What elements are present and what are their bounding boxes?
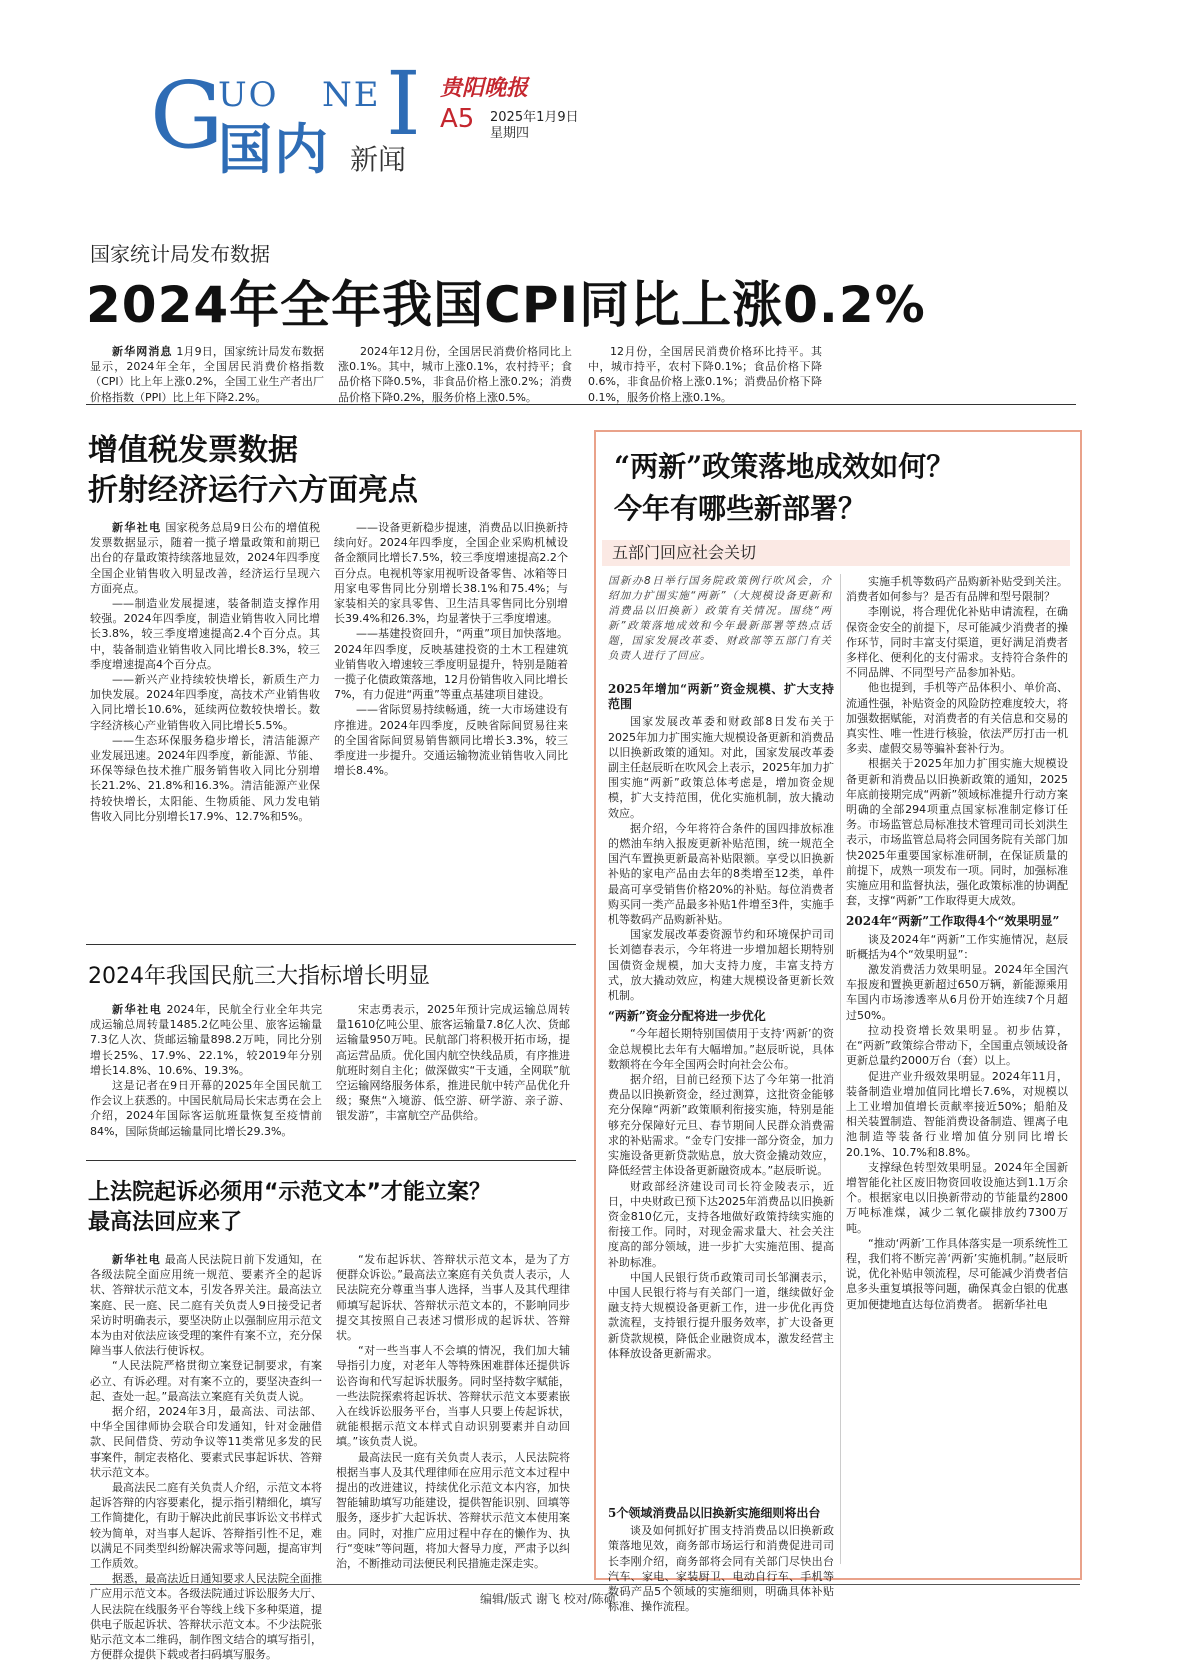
story2-headline-line2: 折射经济运行六方面亮点 <box>88 473 418 508</box>
story2-bottom-rule <box>86 944 576 945</box>
issue-date: 2025年1月9日 <box>490 110 579 125</box>
issue-weekday: 星期四 <box>490 126 530 141</box>
story4-paragraph-6: “发布起诉状、答辩状示范文本，是为了方便群众诉讼。”最高法立案庭有关负责人表示，人民法院充分尊重当事人选择，当事人及其代理律师填写起诉状、答辩状示范文本的，不影响同步提交其按照自己表述习惯形成的起诉状、答辩状。 <box>336 1253 570 1343</box>
story4-paragraph-3: 据介绍，2024年3月，最高法、司法部、中华全国律师协会联合印发通知，针对金融借款、民间借贷、劳动争议等11类常见多发的民事案件，制定表格化、要素式民事起诉状、答辩状示范文本。 <box>90 1405 322 1479</box>
story1-column-2 <box>338 344 572 404</box>
story4-column-right <box>336 1252 570 1572</box>
page-number: A5 <box>440 104 475 134</box>
story5-s4-paragraph-5: 支撑绿色转型效果明显。2024年全国新增智能化社区废旧物资回收设施达到1.1万余个。根据家电以旧换新带动的节能量约2800万吨标准煤，减少二氧化碳排放约7300万吨。 <box>846 1160 1068 1235</box>
story5-s2-paragraph-3: 财政部经济建设司司长符金陵表示，近日，中央财政已预下达2025年消费品以旧换新资金810亿元，支持各地做好政策持续实施的衔接工作。同时，对现金需求量大、社会关注度高的部分领域，进一步扩大实施范围、提高补助标准。 <box>608 1179 834 1269</box>
story5-s3-paragraph-1: 谈及如何抓好扩围支持消费品以旧换新政策落地见效，商务部市场运行和消费促进司司长李刚介绍，商务部将会同有关部门尽快出台汽车、家电、家装厨卫、电动自行车、手机等数码产品5个领域的实施细则，明确具体补贴标准、操作流程。 <box>608 1524 834 1614</box>
masthead-letter-g: G <box>150 62 224 169</box>
paper-name-logo: 贵阳晚报 <box>440 75 529 101</box>
story4-headline-line2: 最高法回应来了 <box>88 1210 243 1235</box>
masthead-letters-uo: UO <box>218 75 279 115</box>
story2-paragraph-4: ——生态环保服务稳步增长，清洁能源产业发展迅速。2024年四季度，新能源、节能、环保等绿色技术推广服务销售收入同比分别增长21.2%、21.8%和16.3%。清洁能源产业保持较快增长，太阳能、生物质能、风力发电销售收入同比分别增长17.9%、12.7%和5%。 <box>90 733 320 823</box>
story2-column-left <box>90 520 320 940</box>
story5-s1-paragraph-3: 国家发展改革委资源节约和环境保护司司长刘德春表示，今年将进一步增加超长期特别国债资金规模，加大支持力度，丰富支持方式，放大撬动效应，构建大规模设备更新长效机制。 <box>608 928 834 1003</box>
story2-paragraph-5: ——设备更新稳步提速，消费品以旧换新持续向好。2024年四季度，全国企业采购机械设备金额同比增长7.5%，较三季度增速提高2.2个百分点。电视机等家用视听设备零售、冰箱等日用家电零售同比分别增长38.1%和75.4%；与家装相关的家具零售、卫生洁具零售同比分别增长39.4%和26.3%，均显著快于三季度增速。 <box>334 521 568 626</box>
story5-column-right <box>846 574 1068 1570</box>
story4-column-left <box>90 1252 322 1662</box>
story3-column-left <box>90 1002 322 1152</box>
story2-paragraph-6: ——基建投资回升，“两重”项目加快落地。2024年四季度，反映基建投资的土木工程建筑业销售收入增速较三季度明显提升，特别是随着一揽子化债政策落地，12月份销售收入同比增长7%，有力促进“两重”等重点基建项目建设。 <box>334 627 568 702</box>
story5-credit: 据新华社电 <box>992 1297 1048 1311</box>
story3-column-right <box>336 1002 570 1152</box>
story3-paragraph-2: 这是记者在9日开幕的2025年全国民航工作会议上获悉的。中国民航局局长宋志勇在会上介绍，2024年国际客运航班量恢复至疫情前84%，国际货邮运输量同比增长29.3%。 <box>90 1079 322 1138</box>
story2-paragraph-2: ——制造业发展提速，装备制造支撑作用较强。2024年四季度，制造业销售收入同比增长3.8%，较三季度增速提高2.4个百分点。其中，装备制造业销售收入同比增长8.3%，较三季度增速提高4个百分点。 <box>90 597 320 671</box>
story4-paragraph-4: 最高法民二庭有关负责人介绍，示范文本将起诉答辩的内容要素化，提示指引精细化，填写工作简捷化，有助于解决此前民事诉讼文书样式较为简单，对当事人起诉、答辩指引性不足，难以满足不同类型纠纷解决需求等问题，提高审判工作质效。 <box>90 1481 322 1571</box>
story5-intro: 国新办8日举行国务院政策例行吹风会，介绍加力扩围实施“两新”（大规模设备更新和消费品以旧换新）政策有关情况。围绕“两新”政策落地成效和今年最新部署等热点话题，国家发展改革委、财政部等五部门有关负责人进行了回应。 <box>608 575 832 662</box>
story3-paragraph-1: 2024年，民航全行业全年共完成运输总周转量1485.2亿吨公里、旅客运输量7.3亿人次、货邮运输量898.2万吨，同比分别增长25%、17.9%、22.1%，较2019年分别增长14.8%、10.6%、19.3%。 <box>90 1003 322 1077</box>
story5-s1-paragraph-2: 据介绍，今年将符合条件的国四排放标准的燃油车纳入报废更新补贴范围，统一规范全国汽车置换更新最高补贴限额。享受以旧换新补贴的家电产品由去年的8类增至12类，单件最高可享受销售价格20%的补贴。每位消费者购买同一类产品最多补贴1件增至3件，实施手机等数码产品购新补贴。 <box>608 821 834 927</box>
story5-s3-paragraph-3: 李刚说，将合理优化补贴申请流程，在确保资金安全的前提下，尽可能减少消费者的操作环节，同时丰富支付渠道，更好满足消费者多样化、便利化的支付需求。支持符合条件的不同品牌、不同型号产品参加补贴。 <box>846 605 1068 680</box>
story5-subtitle-text: 五部门回应社会关切 <box>612 543 757 562</box>
story4-paragraph-7: “对一些当事人不会填的情况，我们加大辅导指引力度，对老年人等特殊困难群体还提供诉讼咨询和代写起诉状服务。同时坚持数字赋能，一些法院探索将起诉状、答辩状示范文本要素嵌入在线诉讼服务平台，当事人只要上传起诉状，就能根据示范文本样式自动识别要素并自动回填。”该负责人说。 <box>336 1344 570 1449</box>
story5-s4-paragraph-3: 拉动投资增长效果明显。初步估算，在“两新”政策综合带动下，全国重点领域设备更新总量约2000万台（套）以上。 <box>846 1023 1068 1068</box>
story5-s4-paragraph-4: 促进产业升级效果明显。2024年11月，装备制造业增加值同比增长7.6%，对规模以上工业增加值增长贡献率接近50%；船舶及相关装置制造、智能消费设备制造、锂离子电池制造等装备行业增加值分别同比增长20.1%、10.7%和8.8%。 <box>846 1069 1068 1159</box>
story1-kicker: 国家统计局发布数据 <box>90 242 270 266</box>
story5-s1-paragraph-1: 国家发展改革委和财政部8日发布关于2025年加力扩围实施大规模设备更新和消费品以旧换新政策的通知。对此，国家发展改革委副主任赵辰昕在吹风会上表示，2025年加力扩围实施“两新”政策总体考虑是，增加资金规模，扩大支持范围，优化实施机制，放大撬动效应。 <box>608 715 834 820</box>
masthead-section-title: 国内 <box>218 118 330 181</box>
story5-section1-title: 2025年增加“两新”资金规模、扩大支持范围 <box>608 682 834 712</box>
masthead-letters-ne: NE <box>322 75 381 115</box>
story5-s2-paragraph-4: 中国人民银行货币政策司司长邹澜表示，中国人民银行将与有关部门一道，继续做好金融支持大规模设备更新工作，进一步优化再贷款流程，支持银行提升服务效率，扩大设备更新贷款规模，降低企业融资成本，激发经营主体释放设备更新需求。 <box>608 1270 834 1360</box>
story2-paragraph-1: 国家税务总局9日公布的增值税发票数据显示，随着一揽子增量政策和前期已出台的存量政策持续落地显效，2024年四季度全国企业销售收入明显改善，经济运行呈现六方面亮点。 <box>90 521 321 595</box>
story5-column-left <box>608 676 834 1496</box>
story4-paragraph-2: “人民法院严格贯彻立案登记制要求，有案必立、有诉必理。对有案不立的，要坚决查纠一起、查处一起。”最高法立案庭有关负责人说。 <box>90 1359 322 1403</box>
story5-s4-paragraph-2: 激发消费活力效果明显。2024年全国汽车报废和置换更新超过650万辆，新能源乘用车国内市场渗透率从6月份开始连续7个月超过50%。 <box>846 963 1068 1022</box>
story2-dateline: 新华社电 <box>112 521 162 534</box>
story5-headline-line1: “两新”政策落地成效如何？ <box>614 450 955 483</box>
story4-paragraph-5: 据悉，最高法近日通知要求人民法院全面推广应用示范文本。各级法院通过诉讼服务大厅、人民法院在线服务平台等线上线下多种渠道，提供电子版起诉状、答辩状示范文本。不少法院张贴示范文本二维码，制作图文结合的填写指引，方便群众提供下载或者扫码填写服务。 <box>90 1572 322 1662</box>
story5-s4-paragraph-6: “推动‘两新’工作具体落实是一项系统性工程，我们将不断完善‘两新’实施机制。”赵辰昕说，优化补贴申领流程，尽可能减少消费者信息多头重复填报等问题，确保真金白银的优惠更加便捷地直达每位消费者。 <box>846 1236 1068 1311</box>
masthead-news-label: 新闻 <box>350 143 407 176</box>
story5-s2-paragraph-1: “今年超长期特别国债用于支持‘两新’的资金总规模比去年有大幅增加。”赵辰昕说，具体数额将在今年全国两会时向社会公布。 <box>608 1027 834 1071</box>
story4-dateline: 新华社电 <box>112 1253 161 1266</box>
footer-rule <box>90 1584 1080 1585</box>
story5-column-left-tail <box>608 1500 834 1614</box>
story5-subtitle <box>602 540 1070 566</box>
story1-headline: 2024年全年我国CPI同比上涨0.2% <box>86 276 926 334</box>
masthead-letter-i: I <box>386 52 421 155</box>
story3-paragraph-3: 宋志勇表示，2025年预计完成运输总周转量1610亿吨公里、旅客运输量7.8亿人次、货邮运输量950万吨。民航部门将积极开拓市场，提高运营品质。优化国内航空快线品质，有序推进航班时刻自主化；做深做实“干支通，全网联”航空运输网络服务体系，推进民航中转产品优化升级；聚焦“入境游、低空游、研学游、亲子游、银发游”，丰富航空产品供给。 <box>336 1003 570 1123</box>
story5-section3-title: 5个领域消费品以旧换新实施细则将出台 <box>608 1506 821 1520</box>
story5-section2-title: “两新”资金分配将进一步优化 <box>608 1009 766 1024</box>
story2-paragraph-7: ——省际贸易持续畅通，统一大市场建设有序推进。2024年四季度，反映省际间贸易往来的全国省际间贸易销售额同比增长3.3%，较三季度进一步提升。交通运输物流业销售收入同比增长8.4%。 <box>334 703 568 778</box>
story5-column-divider <box>840 574 841 1564</box>
footer-editor-credit: 编辑/版式 谢飞 校对/陈硕 <box>480 1592 616 1606</box>
story1-column-3 <box>588 344 822 404</box>
story3-headline: 2024年我国民航三大指标增长明显 <box>88 964 430 989</box>
story1-paragraph-2: 2024年12月份，全国居民消费价格同比上涨0.1%。其中，城市上涨0.1%，农村持平；食品价格下降0.5%，非食品价格上涨0.2%；消费品价格下降0.2%，服务价格上涨0.5%。 <box>338 345 572 404</box>
story3-bottom-rule <box>86 1160 576 1161</box>
story4-paragraph-1: 最高人民法院日前下发通知，在各级法院全面应用统一规范、要素齐全的起诉状、答辩状示范文本，引发各界关注。最高法立案庭、民一庭、民二庭有关负责人9日接受记者采访时明确表示，要坚决防止以强制应用示范文本为由对依法应该受理的案件有案不立，充分保障当事人依法行使诉权。 <box>90 1253 322 1358</box>
story5-section4-title: 2024年“两新”工作取得4个“效果明显” <box>846 914 1060 929</box>
story5-s3-paragraph-5: 根据关于2025年加力扩围实施大规模设备更新和消费品以旧换新政策的通知，2025年底前接期完成“两新”领域标准提升行动方案明确的全部294项重点国家标准制定修订任务。市场监管总局标准技术管理司司长刘洪生表示，市场监管总局将会同国务院有关部门加快2025年重要国家标准研制，在保证质量的前提下，成熟一项发布一项。同时，加强标准实施应用和监督执法，强化政策标准的协调配套，支撑“两新”工作取得更大成效。 <box>846 757 1068 908</box>
story1-dateline: 新华网消息 <box>112 345 173 358</box>
story1-bottom-rule <box>86 404 1076 405</box>
story5-s4-paragraph-1: 谈及2024年“两新”工作实施情况，赵辰昕概括为4个“效果明显”： <box>846 932 1068 961</box>
story2-column-right <box>334 520 568 940</box>
story4-headline-line1: 上法院起诉必须用“示范文本”才能立案？ <box>88 1180 491 1205</box>
story5-s3-paragraph-2: 实施手机等数码产品购新补贴受到关注。消费者如何参与？是否有品牌和型号限制？ <box>846 575 1068 604</box>
story5-headline-line2: 今年有哪些新部署？ <box>614 492 867 525</box>
story3-dateline: 新华社电 <box>112 1003 163 1016</box>
story1-paragraph-1: 1月9日，国家统计局发布数据显示，2024年全年，全国居民消费价格指数（CPI）比上年上涨0.2%，全国工业生产者出厂价格指数（PPI）比上年下降2.2%。 <box>90 345 325 404</box>
story2-headline-line1: 增值税发票数据 <box>88 433 298 468</box>
story2-paragraph-3: ——新兴产业持续较快增长，新质生产力加快发展。2024年四季度，高技术产业销售收入同比增长10.6%，延续两位数较快增长。数字经济核心产业销售收入同比增长5.5%。 <box>90 673 320 732</box>
story1-column-1 <box>90 344 325 404</box>
story1-paragraph-3: 12月份，全国居民消费价格环比持平。其中，城市持平，农村下降0.1%；食品价格下降0.6%，非食品价格上涨0.1%；消费品价格下降0.1%，服务价格上涨0.1%。 <box>588 345 822 404</box>
story4-paragraph-8: 最高法民一庭有关负责人表示，人民法院将根据当事人及其代理律师在应用示范文本过程中提出的改进建议，持续优化示范文本内容，加快智能辅助填写功能建设，提供智能识别、回填等服务，逐步扩大起诉状、答辩状示范文本使用案由。同时，对推广应用过程中存在的懒作为、执行“变味”等问题，将加大督导力度，严肃予以纠治，不断推动司法便民利民措施走深走实。 <box>336 1450 570 1571</box>
story5-s2-paragraph-2: 据介绍，目前已经预下达了今年第一批消费品以旧换新资金，经过测算，这批资金能够充分保障“两新”政策顺利衔接实施，特别是能够充分保障好元旦、春节期间人民群众消费需求的补贴需求。“金专门安排一部分资金，加力实施设备更新贷款贴息，放大资金撬动效应，降低经营主体设备更新融资成本。”赵辰昕说。 <box>608 1073 834 1178</box>
story5-s3-paragraph-4: 他也提到，手机等产品体积小、单价高、流通性强，补贴资金的风险防控难度较大，将加强数据赋能，对消费者的有关信息和交易的真实性、唯一性进行核验，依法严厉打击一机多卖、虚假交易等骗补套补行为。 <box>846 681 1068 756</box>
